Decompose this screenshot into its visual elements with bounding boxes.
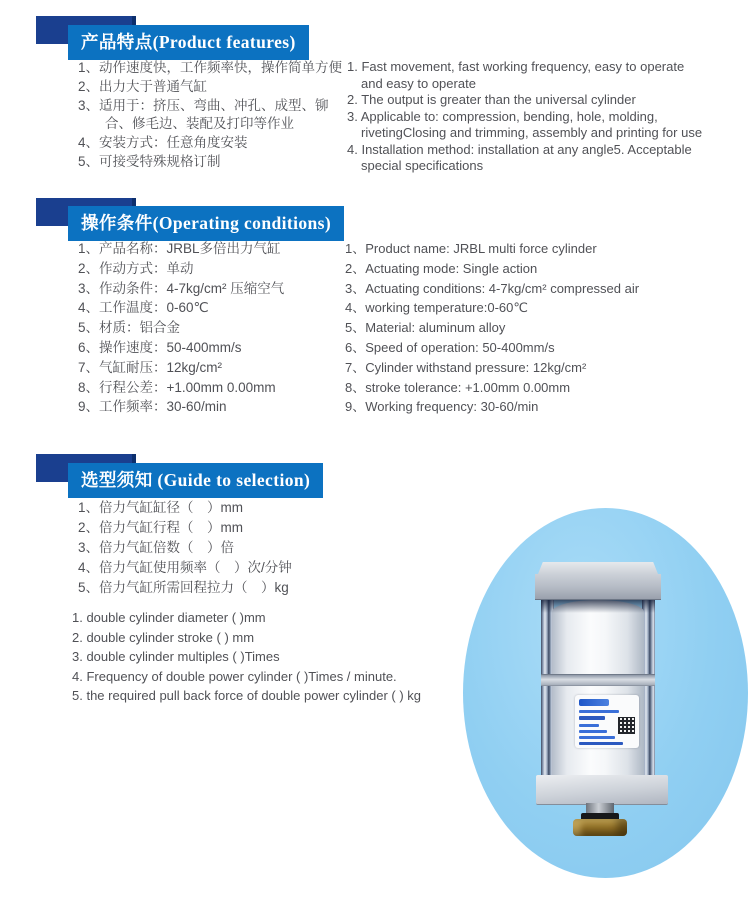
section2-title: 操作条件(Operating conditions)	[81, 213, 332, 233]
product-label	[575, 695, 639, 748]
list-item: 8、行程公差：+1.00mm 0.00mm	[78, 379, 276, 395]
list-item: 3、Actuating conditions: 4-7kg/cm² compressed air	[345, 280, 640, 296]
list-item: 5、Material: aluminum alloy	[345, 320, 506, 336]
list-item: 1、Product name: JRBL multi force cylinder	[345, 241, 597, 256]
section1-header	[68, 25, 309, 60]
list-item: 9、Working frequency: 30-60/min	[345, 399, 539, 415]
label-text-line	[579, 736, 615, 739]
list-item: 6、Speed of operation: 50-400mm/s	[345, 339, 555, 355]
list-item: 4. Installation method: installation at any angle5. Acceptable special specifications	[347, 141, 692, 173]
list-item: 3、适用于：挤压、弯曲、冲孔、成型、铆合、修毛边、装配及打印等作业	[78, 98, 329, 131]
list-item: 8、stroke tolerance: +1.00mm 0.00mm	[345, 379, 571, 395]
list-item: 4、working temperature:0-60℃	[345, 300, 528, 316]
label-logo	[579, 699, 609, 706]
list-item: 4. Frequency of double power cylinder ( )Times / minute.	[72, 668, 397, 684]
cylinder-tube	[552, 600, 644, 775]
list-item: 3、倍力气缸倍数（ ）倍	[78, 540, 235, 555]
selection-list-en	[72, 608, 508, 706]
list-item: 7、Cylinder withstand pressure: 12kg/cm²	[345, 359, 587, 375]
list-item: 1、倍力气缸缸径（ ）mm	[78, 500, 243, 515]
qr-code	[618, 717, 635, 734]
list-item: 6、操作速度：50-400mm/s	[78, 339, 242, 355]
label-text-line	[579, 710, 619, 713]
list-item: 5、材质：铝合金	[78, 320, 181, 336]
features-list-en	[347, 59, 705, 175]
conditions-list-cn	[78, 239, 358, 417]
cylinder-bottom-plate	[536, 775, 668, 805]
list-item: 2. double cylinder stroke ( ) mm	[72, 629, 255, 645]
section2-header	[68, 206, 344, 241]
list-item: 2、出力大于普通气缸	[78, 79, 208, 94]
section3-header	[68, 463, 323, 498]
list-item: 1. double cylinder diameter ( )mm	[72, 610, 266, 625]
list-item: 1. Fast movement, fast working frequency, easy to operate and easy to operate	[347, 59, 685, 91]
list-item: 2. The output is greater than the universal cylinder	[347, 92, 636, 107]
cylinder-top-plate-topface	[538, 562, 658, 574]
list-item: 3. double cylinder multiples ( )Times	[72, 649, 280, 665]
conditions-list-en	[345, 239, 737, 417]
label-text-line	[579, 724, 599, 727]
list-item: 4、工作温度：0-60℃	[78, 300, 209, 316]
section1-title: 产品特点(Product features)	[81, 32, 296, 52]
list-item: 4、倍力气缸使用频率（ ）次/分钟	[78, 560, 292, 575]
list-item: 5、可接受特殊规格订制	[78, 154, 221, 169]
list-item: 3、作动条件：4-7kg/cm² 压缩空气	[78, 280, 285, 296]
list-item: 2、倍力气缸行程（ ）mm	[78, 520, 243, 535]
list-item: 5、倍力气缸所需回程拉力（ ）kg	[78, 580, 289, 595]
list-item: 2、Actuating mode: Single action	[345, 260, 538, 276]
label-text-line	[579, 742, 623, 745]
cylinder-seam-ring	[541, 674, 655, 686]
cylinder-body	[541, 600, 655, 775]
list-item: 1、动作速度快，工作频率快，操作简单方便	[78, 60, 343, 75]
list-item: 7、气缸耐压：12kg/cm²	[78, 359, 223, 375]
brass-fitting-nut	[573, 819, 627, 836]
section3-title: 选型须知 (Guide to selection)	[81, 470, 311, 490]
product-photo	[460, 490, 750, 910]
list-item: 3. Applicable to: compression, bending, hole, molding, rivetingClosing and trimming, assembly and printing for use	[347, 108, 703, 140]
features-list-cn	[78, 59, 350, 172]
list-item: 1、产品名称：JRBL多倍出力气缸	[78, 241, 281, 256]
list-item: 4、安装方式：任意角度安装	[78, 135, 248, 150]
list-item: 9、工作频率：30-60/min	[78, 399, 227, 415]
label-text-line	[579, 716, 605, 720]
cylinder-top-plate	[535, 574, 661, 600]
selection-list-cn	[78, 498, 390, 598]
list-item: 2、作动方式：单动	[78, 260, 194, 276]
label-text-line	[579, 730, 607, 733]
list-item: 5. the required pull back force of double power cylinder ( ) kg	[72, 688, 422, 704]
